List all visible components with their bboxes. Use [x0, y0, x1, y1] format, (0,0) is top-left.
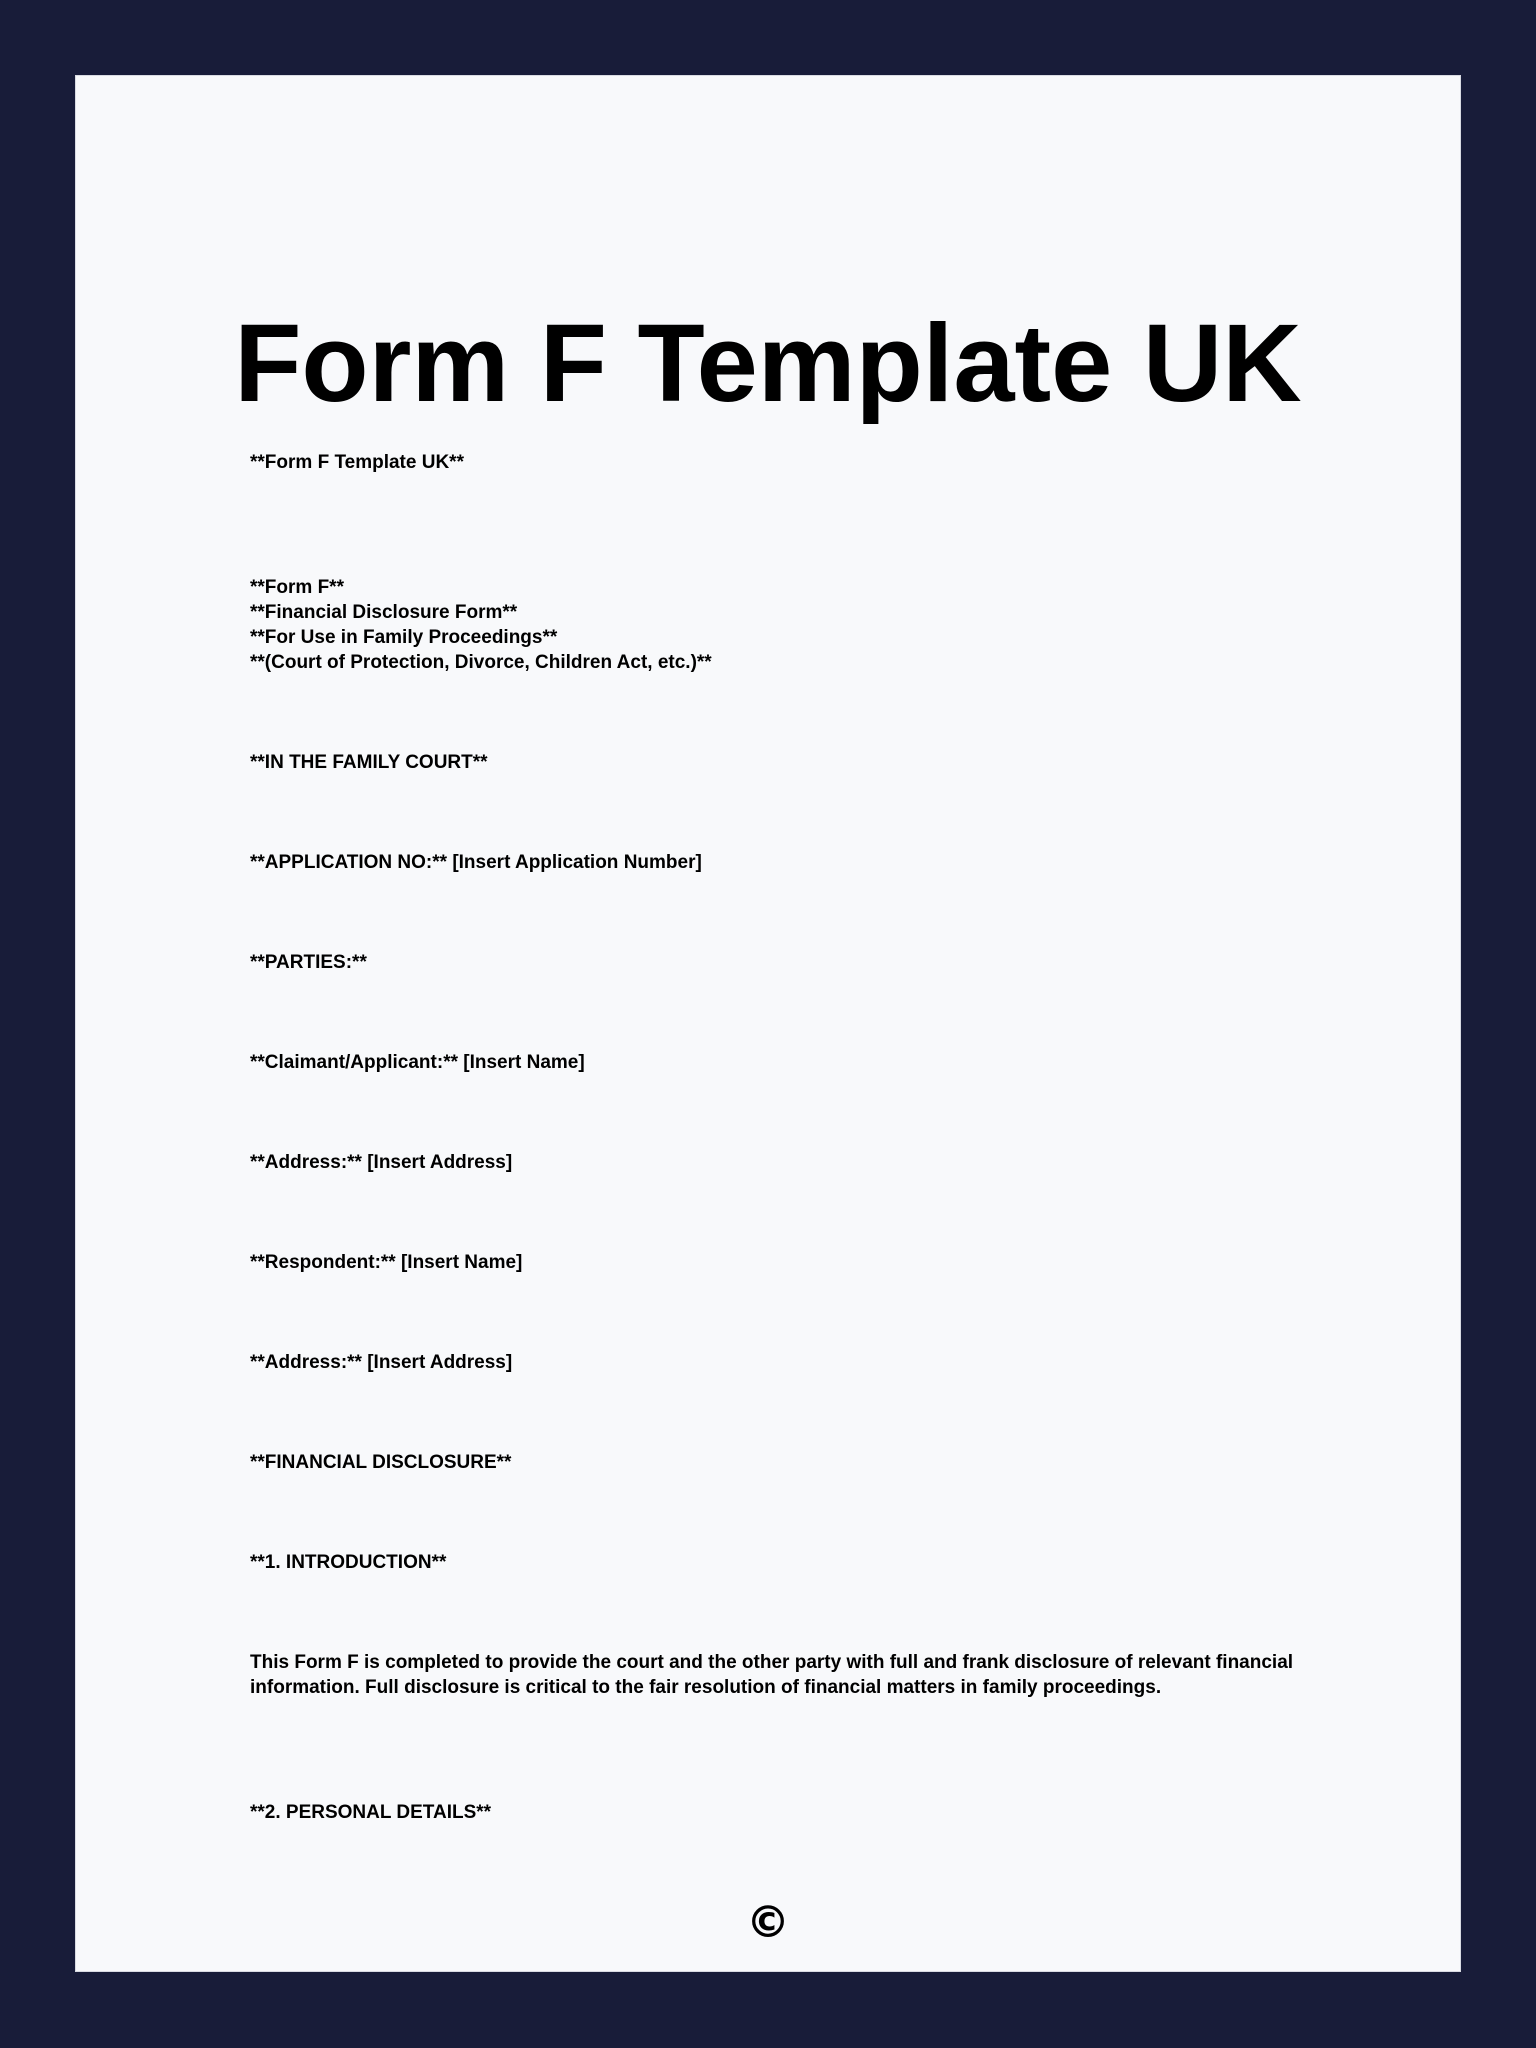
paragraph-claimant-address: **Address:** [Insert Address]	[250, 1152, 513, 1173]
paragraph-respondent: **Respondent:** [Insert Name]	[250, 1252, 523, 1273]
paragraph-application-no: **APPLICATION NO:** [Insert Application Number]	[250, 852, 702, 873]
paragraph-parties: **PARTIES:**	[250, 952, 367, 973]
document-title: Form F Template UK	[234, 302, 1302, 425]
paragraph-claimant: **Claimant/Applicant:** [Insert Name]	[250, 1052, 585, 1073]
paragraph-financial-disclosure: **FINANCIAL DISCLOSURE**	[250, 1452, 512, 1473]
paragraph-heading-repeat: **Form F Template UK**	[250, 452, 464, 473]
paragraph-court: **IN THE FAMILY COURT**	[250, 752, 488, 773]
paragraph-respondent-address: **Address:** [Insert Address]	[250, 1352, 513, 1373]
paragraph-introduction-body: This Form F is completed to provide the court and the other party with full and frank disclosure of relevant financial information. Full disclosure is critical to the fair resolution of financial matters in family proceedings.	[250, 1652, 1294, 1698]
paragraph-personal-details: **2. PERSONAL DETAILS**	[250, 1802, 492, 1823]
copyright-symbol: ©	[746, 1897, 790, 1948]
paragraph-form-block: **Form F** **Financial Disclosure Form** **For Use in Family Proceedings** **(Court of Protection, Divorce, Children Act, etc.)**	[250, 577, 712, 673]
document-page	[75, 75, 1461, 1972]
paragraph-introduction-heading: **1. INTRODUCTION**	[250, 1552, 447, 1573]
